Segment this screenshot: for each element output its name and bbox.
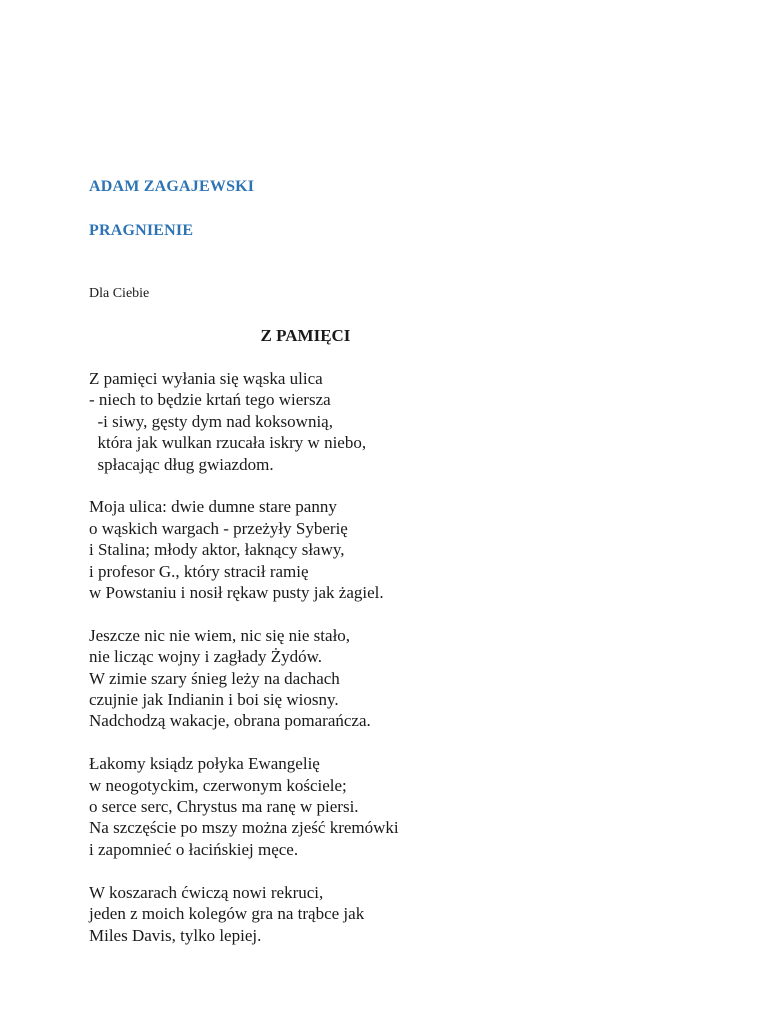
- poem-body: [89, 368, 399, 967]
- poem-line: i zapomnieć o łacińskiej męce.: [89, 839, 299, 859]
- dedication: Dla Ciebie: [89, 286, 150, 301]
- poem-line: o wąskich wargach - przeżyły Syberię: [89, 518, 348, 538]
- poem-line: W koszarach ćwiczą nowi rekruci,: [89, 882, 324, 902]
- collection-heading: PRAGNIENIE: [89, 222, 194, 239]
- poem-line: jeden z moich kolegów gra na trąbce jak: [89, 904, 365, 924]
- poem-line: spłacając dług gwiazdom.: [89, 454, 274, 474]
- poem-line: Nadchodzą wakacje, obrana pomarańcza.: [89, 711, 371, 731]
- poem-line: W zimie szary śnieg leży na dachach: [89, 668, 340, 688]
- stanza-5: [89, 882, 399, 946]
- author-heading: ADAM ZAGAJEWSKI: [89, 178, 255, 195]
- poem-line: i Stalina; młody aktor, łaknący sławy,: [89, 540, 345, 560]
- poem-line: i profesor G., który stracił ramię: [89, 561, 309, 581]
- poem-line: Łakomy ksiądz połyka Ewangelię: [89, 754, 320, 774]
- stanza-2: [89, 496, 399, 603]
- poem-line: w Powstaniu i nosił rękaw pusty jak żagiel.: [89, 583, 384, 603]
- poem-line: Moja ulica: dwie dumne stare panny: [89, 497, 337, 517]
- stanza-4: [89, 753, 399, 860]
- poem-line: nie licząc wojny i zagłady Żydów.: [89, 647, 323, 667]
- stanza-1: [89, 368, 399, 475]
- poem-line: Z pamięci wyłania się wąska ulica: [89, 369, 323, 388]
- poem-line: Jeszcze nic nie wiem, nic się nie stało,: [89, 625, 351, 645]
- stanza-3: [89, 625, 399, 732]
- poem-line: -i siwy, gęsty dym nad koksownią,: [89, 411, 333, 431]
- poem-line: Na szczęście po mszy można zjeść kremówki: [89, 818, 399, 838]
- poem-line: - niech to będzie krtań tego wiersza: [89, 390, 331, 410]
- poem-line: która jak wulkan rzucała iskry w niebo,: [89, 433, 367, 453]
- poem-line: o serce serc, Chrystus ma ranę w piersi.: [89, 797, 359, 817]
- poem-line: w neogotyckim, czerwonym kościele;: [89, 775, 347, 795]
- poem-line: czujnie jak Indianin i boi się wiosny.: [89, 690, 339, 710]
- poem-title: Z PAMIĘCI: [260, 326, 351, 345]
- poem-line: Miles Davis, tylko lepiej.: [89, 925, 262, 945]
